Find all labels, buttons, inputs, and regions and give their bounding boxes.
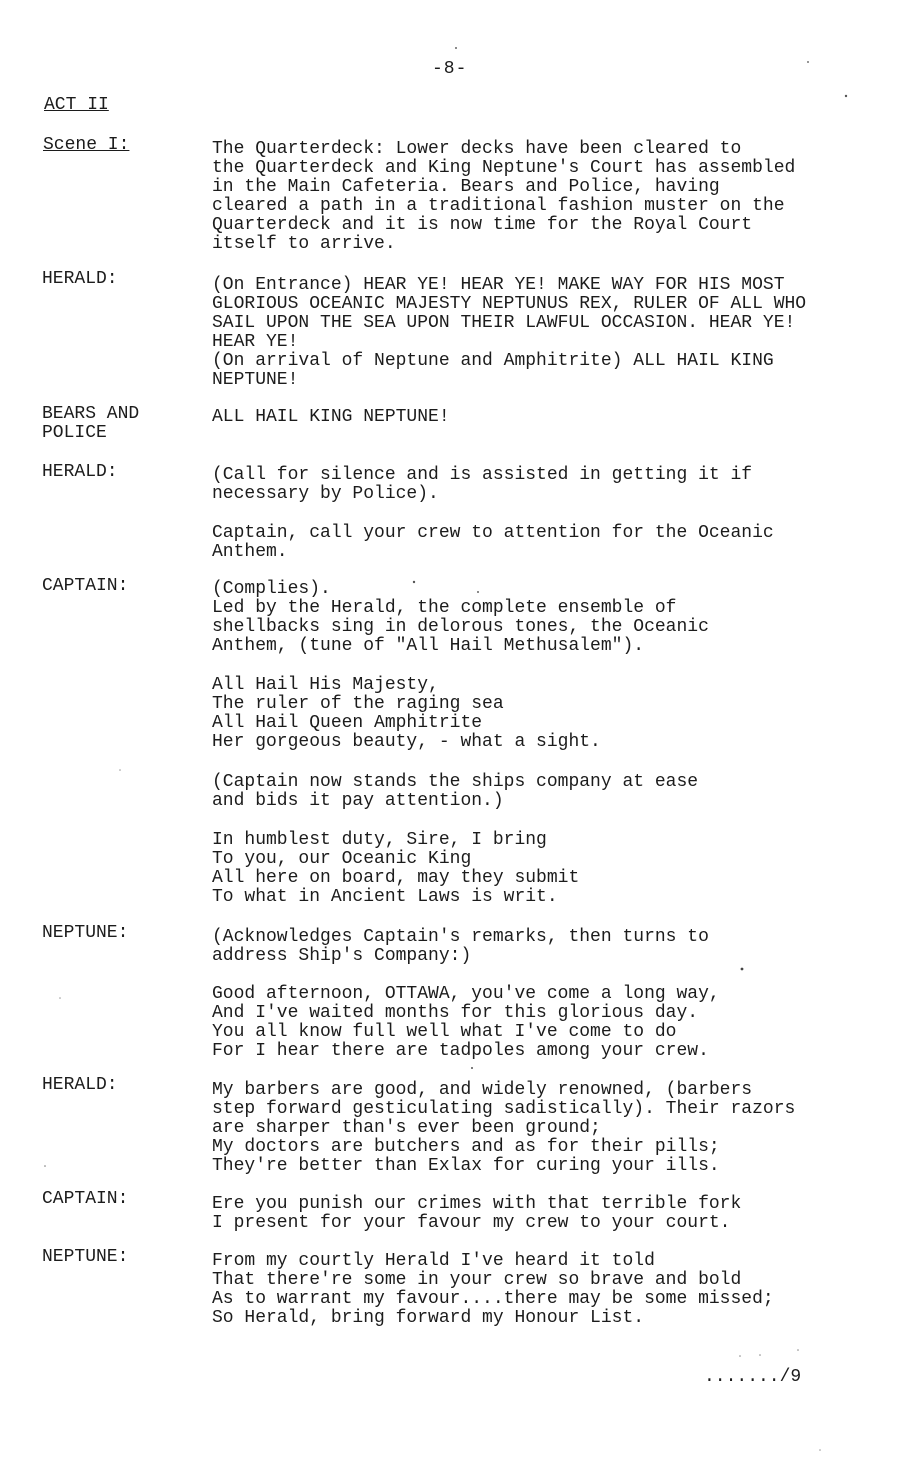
neptune-greeting-verse: Good afternoon, OTTAWA, you've come a long way, And I've waited months for this glorious day. You all know full well what I've come to do For I hear there are tadpoles among your crew. — [212, 984, 720, 1061]
herald-barbers-verse: My barbers are good, and widely renowned, (barbers step forward gesticulating sadistically). Their razors are sharper than's ever been ground; My doctors are butchers and as for their pills; They're better than Exlax for curing your ills. — [212, 1080, 796, 1176]
captain-complies: (Complies). Led by the Herald, the complete ensemble of shellbacks sing in delorous tones, the Oceanic Anthem, (tune of "All Hail Methusalem"). — [212, 579, 709, 656]
speaker-neptune: NEPTUNE: — [42, 923, 129, 943]
herald-proclamation: (On Entrance) HEAR YE! HEAR YE! MAKE WAY FOR HIS MOST GLORIOUS OCEANIC MAJESTY NEPTUNUS REX, RULER OF ALL WHO SAIL UPON THE SEA UPON THEIR LAWFUL OCCASION. HEAR YE! HEAR YE! (On arrival of Neptune and Amphitrite) ALL HAIL KING NEPTUNE! — [212, 275, 807, 390]
neptune-acknowledges: (Acknowledges Captain's remarks, then turns to address Ship's Company:) — [212, 927, 709, 966]
continued-marker: ......./9 — [704, 1367, 802, 1387]
speaker-herald: HERALD: — [42, 1075, 118, 1095]
bears-police-line: ALL HAIL KING NEPTUNE! — [212, 407, 450, 427]
page-number: -8- — [432, 59, 468, 79]
captain-verse: In humblest duty, Sire, I bring To you, our Oceanic King All here on board, may they submit To what in Ancient Laws is writ. — [212, 830, 580, 907]
speaker-neptune: NEPTUNE: — [42, 1247, 129, 1267]
herald-silence-direction: (Call for silence and is assisted in getting it if necessary by Police). — [212, 465, 753, 504]
herald-captain-call: Captain, call your crew to attention for the Oceanic Anthem. — [212, 523, 774, 562]
stage-direction: (Captain now stands the ships company at ease and bids it pay attention.) — [212, 772, 699, 811]
oceanic-anthem-verse: All Hail His Majesty, The ruler of the raging sea All Hail Queen Amphitrite Her gorgeous beauty, - what a sight. — [212, 675, 601, 752]
speaker-herald: HERALD: — [42, 462, 118, 482]
scene-heading: Scene I: — [43, 135, 130, 155]
captain-presents-crew: Ere you punish our crimes with that terrible fork I present for your favour my crew to your court. — [212, 1194, 742, 1233]
speaker-herald: HERALD: — [42, 269, 118, 289]
speaker-bears-and-police: BEARS AND POLICE — [42, 404, 140, 443]
speaker-captain: CAPTAIN: — [42, 576, 129, 596]
scene-description: The Quarterdeck: Lower decks have been cleared to the Quarterdeck and King Neptune's Court has assembled in the Main Cafeteria. Bears and Police, having cleared a path in a traditional fashion muster on the Quarterdeck and it is now time for the Royal Court itself to arrive. — [212, 139, 796, 254]
neptune-honour-list-verse: From my courtly Herald I've heard it told That there're some in your crew so brave and bold As to warrant my favour....there may be some missed; So Herald, bring forward my Honour List. — [212, 1251, 774, 1328]
act-heading: ACT II — [44, 95, 109, 115]
speaker-captain: CAPTAIN: — [42, 1189, 129, 1209]
